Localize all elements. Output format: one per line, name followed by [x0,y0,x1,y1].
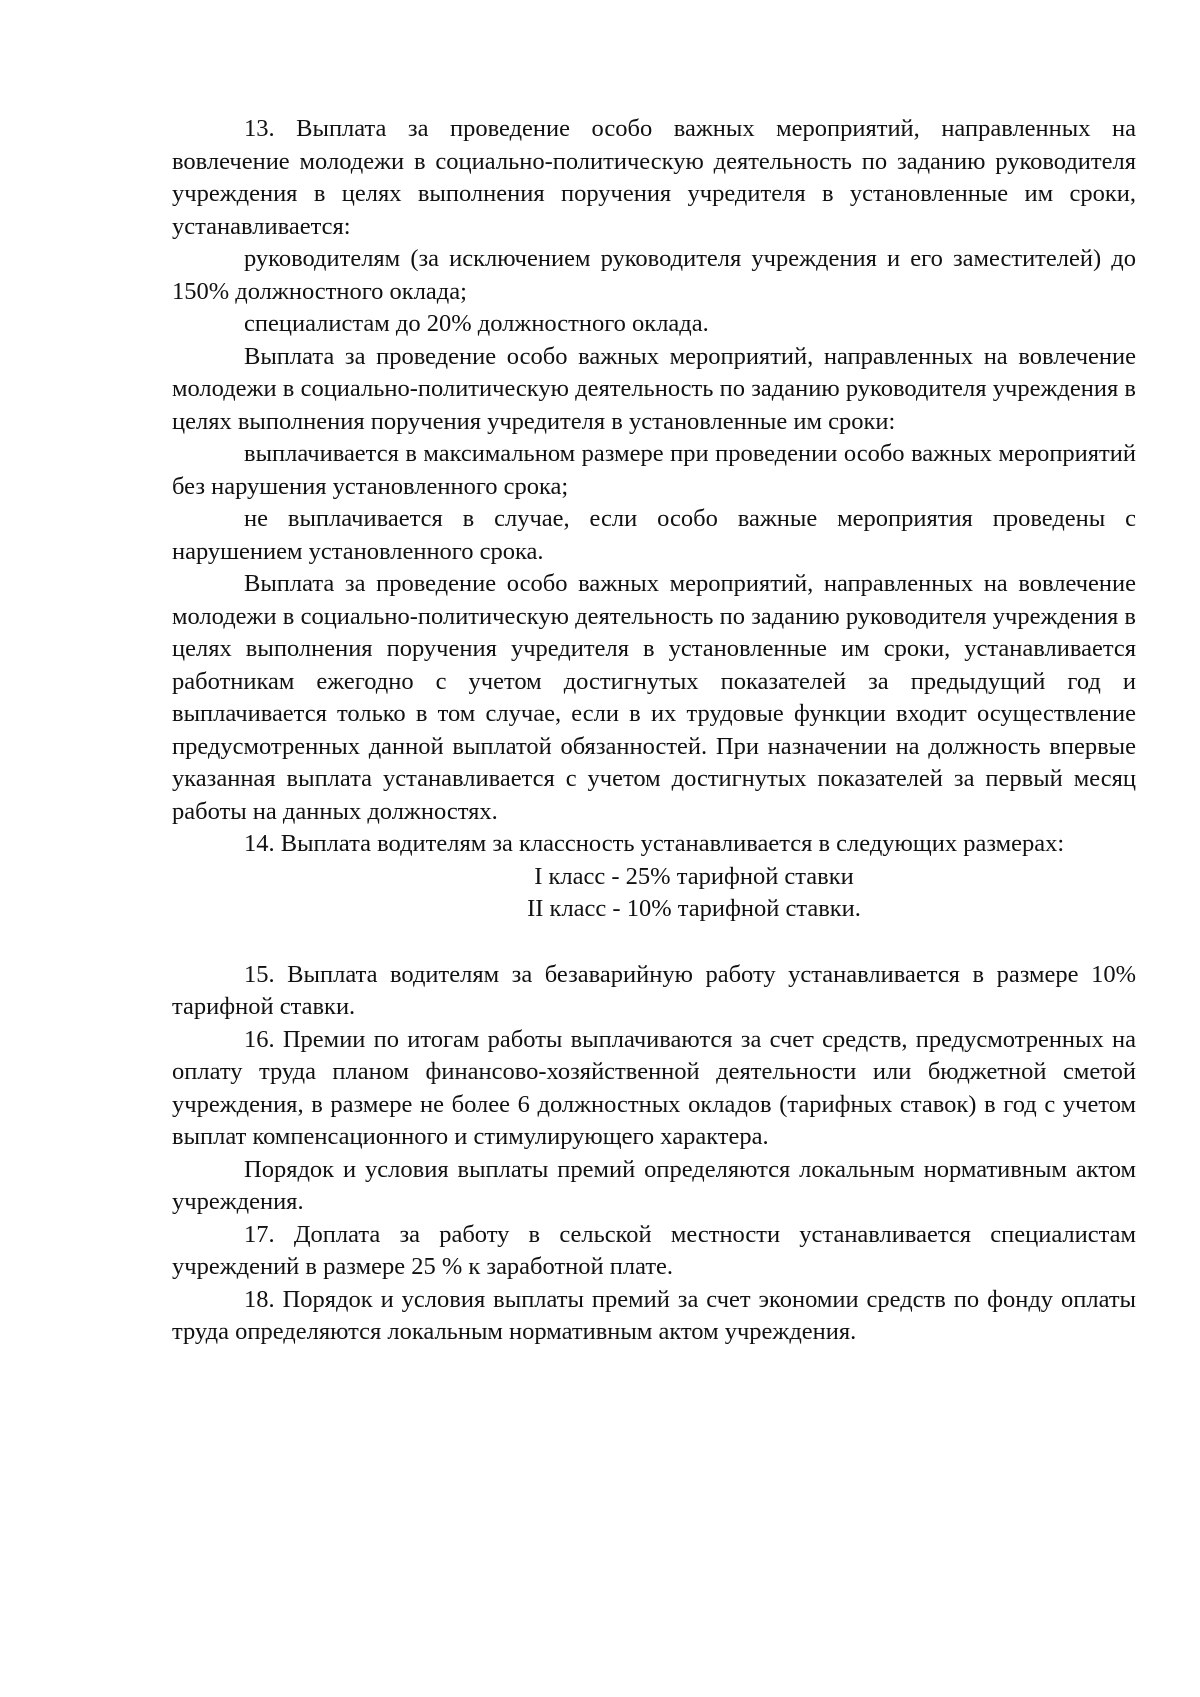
class-1-rate: I класс - 25% тарифной ставки [534,862,854,890]
paragraph-13-annual: Выплата за проведение особо важных мероприятий, направленных на вовлечение молодежи в социально-политическую деятельность по заданию руководителя учреждения в целях выполнения поручения учредителя в установленные им сроки, устанавливается работникам ежегодно с учетом достигнутых показателей за предыдущий год и выплачивается только в том случае, если в их трудовые функции входит осуществление предусмотренных данной выплатой обязанностей. При назначении на должность впервые указанная выплата устанавливается с учетом достигнутых показателей за первый месяц работы на данных должностях. [172,570,1136,825]
paragraph-13: 13. Выплата за проведение особо важных мероприятий, направленных на вовлечение молодежи в социально-политическую деятельность по заданию руководителя учреждения в целях выполнения поручения учредителя в установленные им сроки, устанавливается: [172,115,1136,240]
spacer [172,926,1136,959]
document-page [172,113,1136,1349]
paragraph-18: 18. Порядок и условия выплаты премий за счет экономии средств по фонду оплаты труда определяются локальным нормативным актом учреждения. [172,1285,1136,1345]
class-2-rate: II класс - 10% тарифной ставки. [527,895,861,922]
paragraph-13-not-paid: не выплачивается в случае, если особо важные мероприятия проведены с нарушением установленного срока. [172,505,1136,565]
paragraph-13-paid: выплачивается в максимальном размере при проведении особо важных мероприятий без нарушения установленного срока; [172,440,1136,500]
paragraph-13-payment-terms: Выплата за проведение особо важных мероприятий, направленных на вовлечение молодежи в социально-политическую деятельность по заданию руководителя учреждения в целях выполнения поручения учредителя в установленные им сроки: [172,342,1136,435]
paragraph-13-managers: руководителям (за исключением руководителя учреждения и его заместителей) до 150% должностного оклада; [172,245,1136,305]
paragraph-16: 16. Премии по итогам работы выплачиваются за счет средств, предусмотренных на оплату труда планом финансово-хозяйственной деятельности или бюджетной сметой учреждения, в размере не более 6 должностных окладов (тарифных ставок) в год с учетом выплат компенсационного и стимулирующего характера. [172,1025,1136,1150]
paragraph-14: 14. Выплата водителям за классность устанавливается в следующих размерах: [244,830,1065,857]
paragraph-15: 15. Выплата водителям за безаварийную работу устанавливается в размере 10% тарифной ставки. [172,960,1136,1020]
paragraph-16-order: Порядок и условия выплаты премий определяются локальным нормативным актом учреждения. [172,1155,1136,1215]
paragraph-17: 17. Доплата за работу в сельской местности устанавливается специалистам учреждений в размере 25 % к заработной плате. [172,1220,1136,1280]
paragraph-13-specialists: специалистам до 20% должностного оклада. [244,310,709,337]
